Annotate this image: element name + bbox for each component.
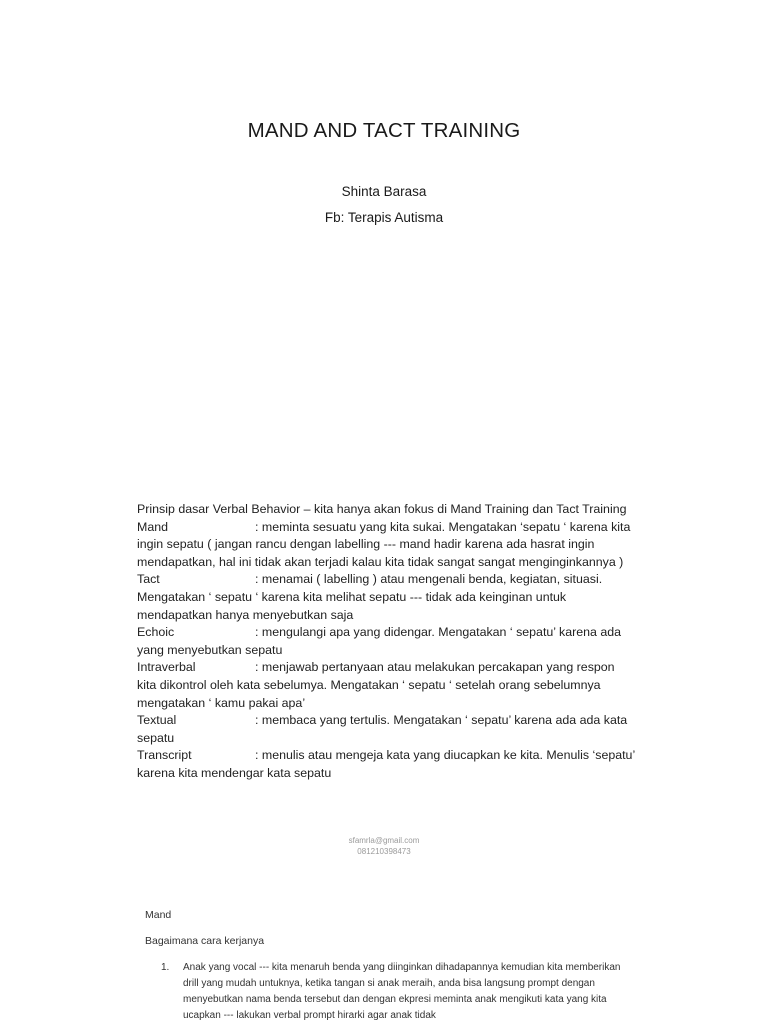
operant-definition: : membaca yang tertulis. Mengatakan ‘ sepatu’ karena ada ada kata sepatu xyxy=(137,713,628,745)
step-text: Anak yang vocal --- kita menaruh benda yang diinginkan dihadapannya kemudian kita memberikan drill yang mudah untuknya, ketika tangan si anak meraih, anda bisa langsung prompt dengan menyebutkan nama benda tersebut dan dengan ekpresi meminta anak mengikuti kata yang kita ucapkan --- lakukan verbal prompt hirarki agar anak tidak xyxy=(183,962,621,1021)
mand-steps-list xyxy=(145,960,625,1024)
contact-info xyxy=(0,835,768,857)
how-it-works-heading: Bagaimana cara kerjanya xyxy=(145,935,265,947)
operant-term: Transcript xyxy=(137,748,192,763)
operant-row-textual xyxy=(137,712,637,747)
author-name: Shinta Barasa xyxy=(341,184,427,199)
operant-definition: : menjawab pertanyaan atau melakukan percakapan yang respon kita dikontrol oleh kata sebelumya. Mengatakan ‘ sepatu ‘ setelah orang sebelumnya mengatakan ‘ kamu pakai apa’ xyxy=(137,660,615,710)
operant-term: Intraverbal xyxy=(137,660,196,675)
intro-text: Prinsip dasar Verbal Behavior – kita hanya akan fokus di Mand Training dan Tact Training xyxy=(137,502,627,516)
operant-definition: : meminta sesuatu yang kita sukai. Mengatakan ‘sepatu ‘ karena kita ingin sepatu ( jangan rancu dengan labelling --- mand hadir karena ada hasrat ingin mendapatkan, hal ini tidak akan terjadi kalau kita tidak sangat sangat menginginkannya ) xyxy=(137,519,631,569)
operant-definition: : mengulangi apa yang didengar. Mengatakan ‘ sepatu’ karena ada yang menyebutkan sepatu xyxy=(137,625,622,657)
list-item xyxy=(145,960,625,1024)
page-title: MAND AND TACT TRAINING xyxy=(247,119,521,142)
operant-term: Textual xyxy=(137,713,177,728)
contact-phone: 081210398473 xyxy=(357,847,411,856)
step-number: 1. xyxy=(161,962,170,973)
contact-email: sfamrla@gmail.com xyxy=(348,836,420,845)
operant-row-echoic xyxy=(137,624,637,659)
mand-heading: Mand xyxy=(145,909,172,921)
operant-row-tact xyxy=(137,571,637,624)
verbal-behavior-section xyxy=(137,501,637,783)
operant-row-transcript xyxy=(137,747,637,782)
operant-row-intraverbal xyxy=(137,659,637,712)
operant-term: Mand xyxy=(137,519,168,534)
operant-term: Tact xyxy=(137,572,160,587)
operant-row-mand xyxy=(137,519,637,572)
operant-definition: : menamai ( labelling ) atau mengenali benda, kegiatan, situasi. Mengatakan ‘ sepatu ‘ karena kita melihat sepatu --- tidak ada keinginan untuk mendapatkan hanya menyebutkan saja xyxy=(137,572,603,622)
author-facebook: Fb: Terapis Autisma xyxy=(324,210,444,225)
operant-definition: : menulis atau mengeja kata yang diucapkan ke kita. Menulis ‘sepatu’ karena kita mendengar kata sepatu xyxy=(137,748,635,780)
operant-term: Echoic xyxy=(137,625,175,640)
